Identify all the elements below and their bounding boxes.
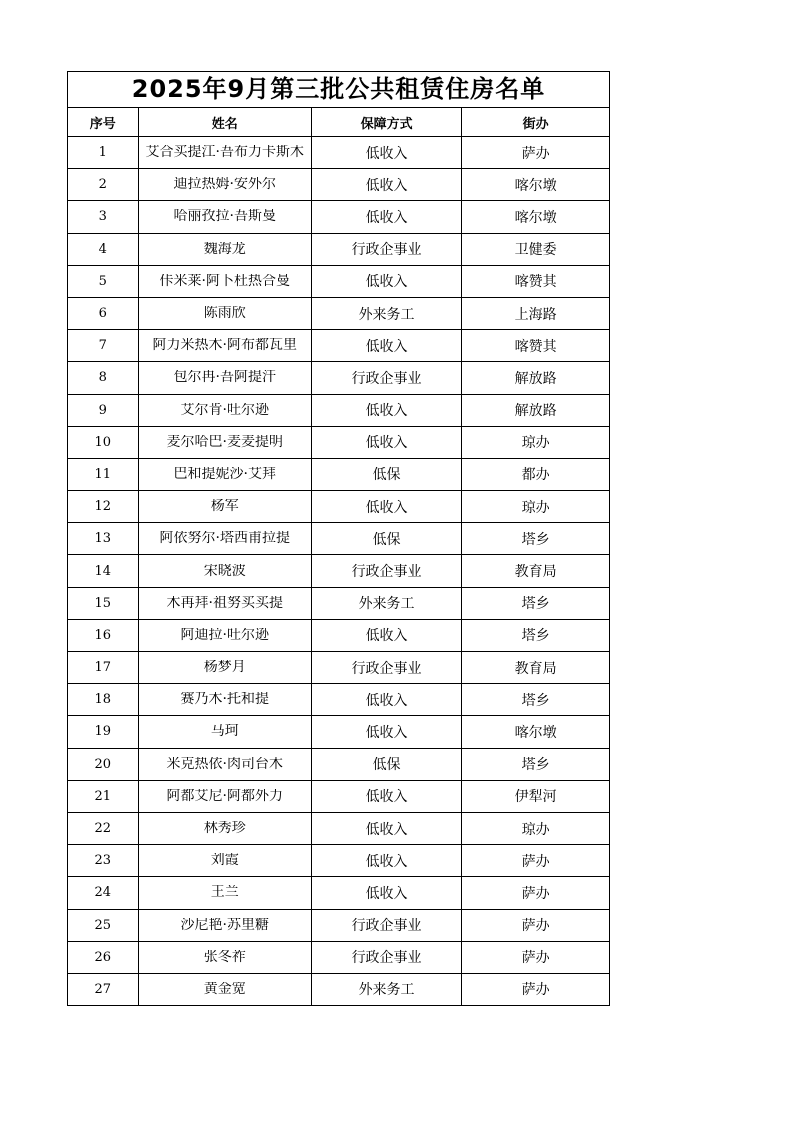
table-row (68, 652, 609, 684)
cell-name-text: 马珂 (210, 724, 239, 740)
cell-subdistrict-office: 喀赞其 (462, 265, 609, 297)
table-row (68, 458, 609, 490)
table-row (68, 491, 609, 523)
cell-name (138, 523, 311, 555)
cell-guarantee-mode: 低收入 (311, 812, 461, 844)
table-body (68, 137, 609, 1006)
cell-serial-number: 10 (68, 426, 138, 458)
cell-name-text: 佧米莱·阿卜杜热合曼 (159, 273, 290, 289)
table-row (68, 201, 609, 233)
cell-guarantee-mode: 低保 (311, 458, 461, 490)
cell-name-text: 阿依努尔·塔西甫拉提 (159, 531, 290, 547)
cell-name (138, 652, 311, 684)
cell-name (138, 137, 311, 169)
cell-name-text: 艾尔肯·吐尔逊 (180, 402, 269, 418)
cell-guarantee-mode: 低收入 (311, 780, 461, 812)
cell-serial-number: 16 (68, 619, 138, 651)
table-row (68, 169, 609, 201)
table-row (68, 909, 609, 941)
cell-serial-number: 22 (68, 812, 138, 844)
cell-name (138, 426, 311, 458)
cell-subdistrict-office: 上海路 (462, 297, 609, 329)
cell-guarantee-mode: 外来务工 (311, 297, 461, 329)
header-subdistrict-office: 街办 (462, 108, 609, 137)
cell-name-text: 黄金宽 (203, 981, 246, 997)
cell-subdistrict-office: 都办 (462, 458, 609, 490)
cell-guarantee-mode: 低收入 (311, 716, 461, 748)
cell-guarantee-mode: 低收入 (311, 201, 461, 233)
cell-name-text: 林秀珍 (203, 821, 246, 837)
table-row (68, 684, 609, 716)
cell-subdistrict-office: 萨办 (462, 909, 609, 941)
cell-name (138, 684, 311, 716)
cell-name (138, 812, 311, 844)
cell-name-text: 王兰 (210, 885, 239, 901)
table-row (68, 812, 609, 844)
cell-name (138, 845, 311, 877)
cell-subdistrict-office: 喀尔墩 (462, 201, 609, 233)
cell-guarantee-mode: 低收入 (311, 330, 461, 362)
cell-name-text: 米克热依·肉司台木 (166, 756, 283, 772)
cell-serial-number: 9 (68, 394, 138, 426)
cell-name (138, 909, 311, 941)
header-guarantee-mode: 保障方式 (311, 108, 461, 137)
cell-guarantee-mode: 低收入 (311, 877, 461, 909)
cell-serial-number: 2 (68, 169, 138, 201)
header-row (68, 108, 609, 137)
cell-serial-number: 4 (68, 233, 138, 265)
cell-subdistrict-office: 琼办 (462, 426, 609, 458)
cell-name-text: 迪拉热姆·安外尔 (173, 177, 276, 193)
table-row (68, 941, 609, 973)
cell-name (138, 587, 311, 619)
cell-subdistrict-office: 教育局 (462, 555, 609, 587)
cell-name (138, 748, 311, 780)
cell-name-text: 杨军 (210, 499, 239, 515)
cell-serial-number: 13 (68, 523, 138, 555)
cell-serial-number: 15 (68, 587, 138, 619)
table-row (68, 877, 609, 909)
cell-guarantee-mode: 低收入 (311, 394, 461, 426)
table-header (68, 108, 609, 137)
cell-guarantee-mode: 低保 (311, 523, 461, 555)
cell-subdistrict-office: 喀尔墩 (462, 716, 609, 748)
cell-serial-number: 3 (68, 201, 138, 233)
cell-name-text: 阿力米热木·阿布都瓦里 (152, 338, 297, 354)
cell-name-text: 陈雨欣 (203, 306, 246, 322)
cell-guarantee-mode: 低保 (311, 748, 461, 780)
cell-name-text: 杨梦月 (203, 660, 246, 676)
cell-guarantee-mode: 行政企事业 (311, 233, 461, 265)
cell-guarantee-mode: 行政企事业 (311, 941, 461, 973)
cell-serial-number: 24 (68, 877, 138, 909)
roster-sheet (67, 71, 610, 1006)
cell-subdistrict-office: 塔乡 (462, 619, 609, 651)
table-row (68, 330, 609, 362)
cell-serial-number: 26 (68, 941, 138, 973)
cell-serial-number: 12 (68, 491, 138, 523)
cell-serial-number: 14 (68, 555, 138, 587)
cell-name-text: 张冬祚 (203, 949, 246, 965)
cell-serial-number: 19 (68, 716, 138, 748)
cell-name (138, 265, 311, 297)
cell-serial-number: 18 (68, 684, 138, 716)
cell-name (138, 169, 311, 201)
table-row (68, 137, 609, 169)
cell-subdistrict-office: 解放路 (462, 394, 609, 426)
cell-name (138, 491, 311, 523)
cell-name (138, 716, 311, 748)
table-row (68, 426, 609, 458)
cell-subdistrict-office: 琼办 (462, 812, 609, 844)
cell-name-text: 刘霞 (210, 853, 239, 869)
cell-name-text: 魏海龙 (203, 241, 246, 257)
cell-guarantee-mode: 低收入 (311, 684, 461, 716)
cell-serial-number: 25 (68, 909, 138, 941)
cell-subdistrict-office: 喀赞其 (462, 330, 609, 362)
cell-name-text: 艾合买提江·吾布力卡斯木 (145, 145, 304, 161)
cell-name (138, 458, 311, 490)
header-serial-number: 序号 (68, 108, 138, 137)
cell-subdistrict-office: 塔乡 (462, 684, 609, 716)
cell-guarantee-mode: 外来务工 (311, 973, 461, 1005)
cell-guarantee-mode: 低收入 (311, 265, 461, 297)
cell-name-text: 木再拜·祖努买买提 (166, 595, 283, 611)
cell-name (138, 297, 311, 329)
table-row (68, 619, 609, 651)
cell-serial-number: 5 (68, 265, 138, 297)
cell-guarantee-mode: 低收入 (311, 845, 461, 877)
table-row (68, 973, 609, 1005)
cell-name (138, 201, 311, 233)
cell-name-text: 赛乃木·托和提 (180, 692, 269, 708)
table-row (68, 587, 609, 619)
cell-guarantee-mode: 低收入 (311, 169, 461, 201)
cell-guarantee-mode: 行政企事业 (311, 909, 461, 941)
cell-name-text: 麦尔哈巴·麦麦提明 (166, 434, 283, 450)
cell-serial-number: 27 (68, 973, 138, 1005)
cell-name (138, 877, 311, 909)
cell-guarantee-mode: 行政企事业 (311, 555, 461, 587)
cell-subdistrict-office: 塔乡 (462, 748, 609, 780)
cell-subdistrict-office: 萨办 (462, 877, 609, 909)
table-row (68, 297, 609, 329)
table-row (68, 233, 609, 265)
cell-name (138, 555, 311, 587)
cell-subdistrict-office: 萨办 (462, 137, 609, 169)
cell-name (138, 362, 311, 394)
cell-serial-number: 21 (68, 780, 138, 812)
cell-subdistrict-office: 解放路 (462, 362, 609, 394)
cell-name (138, 941, 311, 973)
cell-name-text: 巴和提妮沙·艾拜 (173, 466, 276, 482)
cell-name (138, 973, 311, 1005)
cell-guarantee-mode: 低收入 (311, 137, 461, 169)
cell-subdistrict-office: 塔乡 (462, 523, 609, 555)
cell-name-text: 包尔冉·吾阿提汗 (173, 370, 276, 386)
cell-name (138, 780, 311, 812)
cell-serial-number: 20 (68, 748, 138, 780)
cell-subdistrict-office: 琼办 (462, 491, 609, 523)
cell-name-text: 沙尼艳·苏里糖 (180, 917, 269, 933)
cell-serial-number: 7 (68, 330, 138, 362)
table-row (68, 780, 609, 812)
header-name: 姓名 (138, 108, 311, 137)
cell-subdistrict-office: 喀尔墩 (462, 169, 609, 201)
cell-serial-number: 8 (68, 362, 138, 394)
cell-name-text: 哈丽孜拉·吾斯曼 (173, 209, 276, 225)
table-row (68, 748, 609, 780)
cell-guarantee-mode: 行政企事业 (311, 362, 461, 394)
table-row (68, 362, 609, 394)
cell-name (138, 233, 311, 265)
cell-subdistrict-office: 塔乡 (462, 587, 609, 619)
cell-serial-number: 23 (68, 845, 138, 877)
cell-subdistrict-office: 伊犁河 (462, 780, 609, 812)
cell-subdistrict-office: 萨办 (462, 845, 609, 877)
cell-subdistrict-office: 萨办 (462, 941, 609, 973)
cell-guarantee-mode: 行政企事业 (311, 652, 461, 684)
cell-name-text: 宋晓波 (203, 563, 246, 579)
table-row (68, 716, 609, 748)
table-row (68, 394, 609, 426)
cell-guarantee-mode: 低收入 (311, 426, 461, 458)
roster-table (68, 108, 609, 1005)
cell-name (138, 619, 311, 651)
cell-guarantee-mode: 低收入 (311, 491, 461, 523)
cell-subdistrict-office: 卫健委 (462, 233, 609, 265)
table-row (68, 523, 609, 555)
cell-serial-number: 1 (68, 137, 138, 169)
cell-guarantee-mode: 低收入 (311, 619, 461, 651)
table-row (68, 265, 609, 297)
cell-subdistrict-office: 萨办 (521, 982, 550, 999)
cell-name-text: 阿迪拉·吐尔逊 (180, 627, 269, 643)
cell-name-text: 阿都艾尼·阿都外力 (166, 788, 283, 804)
table-row (68, 555, 609, 587)
cell-serial-number: 6 (68, 297, 138, 329)
document-title: 2025年9月第三批公共租赁住房名单 (68, 72, 609, 108)
cell-name (138, 330, 311, 362)
cell-subdistrict-office: 教育局 (462, 652, 609, 684)
cell-serial-number: 11 (68, 458, 138, 490)
cell-serial-number: 17 (68, 652, 138, 684)
cell-name (138, 394, 311, 426)
table-row (68, 845, 609, 877)
cell-guarantee-mode: 外来务工 (311, 587, 461, 619)
